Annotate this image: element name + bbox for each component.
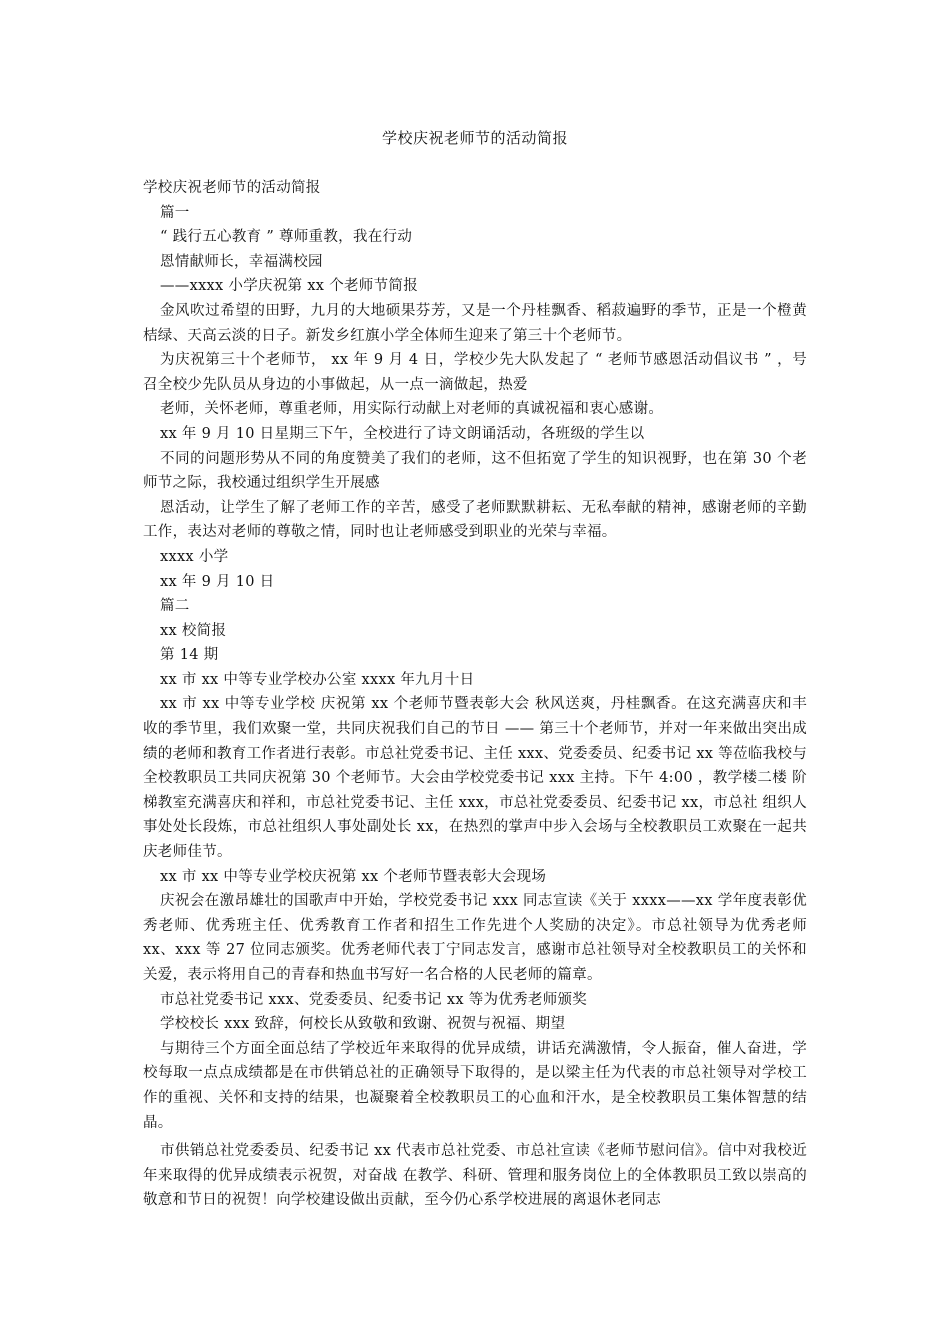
document-title: 学校庆祝老师节的活动简报 bbox=[381, 129, 568, 147]
paragraph: 与期待三个方面全面总结了学校近年来取得的优异成绩，讲话充满激情，令人振奋，催人奋进，学校每取一点点成绩都是在市供销总社的正确领导下取得的，是以梁主任为代表的市总社领导对学校工作的重视、关怀和支持的结果，也凝聚着全校教职员工的心血和汗水，是全校教职员工集体智慧的结晶。 bbox=[143, 1040, 807, 1131]
paragraph: 市总社党委书记 xxx、党委委员、纪委书记 xx 等为优秀老师颁奖 bbox=[160, 991, 588, 1008]
paragraph: 金风吹过希望的田野，九月的大地硕果芬芳，又是一个丹桂飘香、稻菽遍野的季节，正是一个橙黄桔绿、天高云淡的日子。新发乡红旗小学全体师生迎来了第三十个老师节。 bbox=[143, 302, 807, 344]
section-label-1: 篇一 bbox=[160, 204, 190, 221]
paragraph: 市供销总社党委委员、纪委书记 xx 代表市总社党委、市总社宣读《老师节慰问信》。信中对我校近年来取得的优异成绩表示祝贺，对奋战 在教学、科研、管理和服务岗位上的全体教职员工致以崇高的敬意和节日的祝贺！向学校建设做出贡献，至今仍心系学校进展的离退休老同志 bbox=[143, 1143, 807, 1209]
paragraph: 恩情献师长，幸福满校园 bbox=[160, 253, 323, 270]
paragraph: “ 践行五心教育 ” 尊师重教，我在行动 bbox=[160, 229, 413, 246]
section-label-2: 篇二 bbox=[160, 598, 190, 615]
paragraph: 老师，关怀老师，尊重老师，用实际行动献上对老师的真诚祝福和衷心感谢。 bbox=[160, 401, 664, 418]
paragraph: 庆祝会在激昂雄壮的国歌声中开始，学校党委书记 xxx 同志宣读《关于 xxxx——xx 学年度表彰优秀老师、优秀班主任、优秀教育工作者和招生工作先进个人奖励的决定》。市总社领导为优秀老师 xx、xxx 等 27 位同志颁奖。优秀老师代表丁宁同志发言，感谢市总社领导对全校教职员工的关怀和关爱，表示将用自己的青春和热血书写好一名合格的人民老师的篇章。 bbox=[143, 893, 807, 983]
paragraph: xx 市 xx 中等专业学校 庆祝第 xx 个老师节暨表彰大会 秋风送爽，丹桂飘香。在这充满喜庆和丰收的季节里，我们欢聚一堂，共同庆祝我们自己的节日 —— 第三十个老师节，并对一年来做出突出成绩的老师和教育工作者进行表彰。市总社党委书记、主任 xxx、党委委员、纪委书记 xx 等莅临我校与全校教职员工共同庆祝第 30 个老师节。大会由学校党委书记 xxx 主持。下午 4:00 ，教学楼二楼 阶梯教室充满喜庆和祥和，市总社党委书记、主任 xxx，市总社党委委员、纪委书记 xx，市总社 组织人事处处长段炼，市总社组织人事处副处长 xx，在热烈的掌声中步入会场与全校教职员工欢聚在一起共庆老师佳节。 bbox=[143, 696, 807, 861]
paragraph: ——xxxx 小学庆祝第 xx 个老师节简报 bbox=[160, 278, 418, 295]
paragraph: 学校校长 xxx 致辞，何校长从致敬和致谢、祝贺与祝福、期望 bbox=[160, 1016, 566, 1033]
paragraph: xx 校简报 bbox=[160, 622, 227, 639]
paragraph: xx 市 xx 中等专业学校办公室 xxxx 年九月十日 bbox=[160, 671, 475, 688]
paragraph: xx 市 xx 中等专业学校庆祝第 xx 个老师节暨表彰大会现场 bbox=[160, 868, 547, 885]
paragraph: 为庆祝第三十个老师节， xx 年 9 月 4 日，学校少先大队发起了 “ 老师节感恩活动倡议书 ” ，号召全校少先队员从身边的小事做起，从一点一滴做起，热爱 bbox=[143, 352, 807, 393]
paragraph-signature: xxxx 小学 bbox=[160, 548, 229, 565]
paragraph: 不同的问题形势从不同的角度赞美了我们的老师，这不但拓宽了学生的知识视野，也在第 30 个老师节之际，我校通过组织学生开展感 bbox=[143, 450, 807, 492]
document-body bbox=[143, 176, 807, 1213]
paragraph: 恩活动，让学生了解了老师工作的辛苦，感受了老师默默耕耘、无私奉献的精神，感谢老师的辛勤工作，表达对老师的尊敬之情，同时也让老师感受到职业的光荣与幸福。 bbox=[143, 499, 807, 541]
paragraph: 第 14 期 bbox=[160, 647, 219, 664]
paragraph-date: xx 年 9 月 10 日 bbox=[160, 573, 275, 590]
paragraph: xx 年 9 月 10 日星期三下午，全校进行了诗文朗诵活动，各班级的学生以 bbox=[160, 425, 645, 442]
paragraph-heading: 学校庆祝老师节的活动简报 bbox=[143, 180, 321, 196]
